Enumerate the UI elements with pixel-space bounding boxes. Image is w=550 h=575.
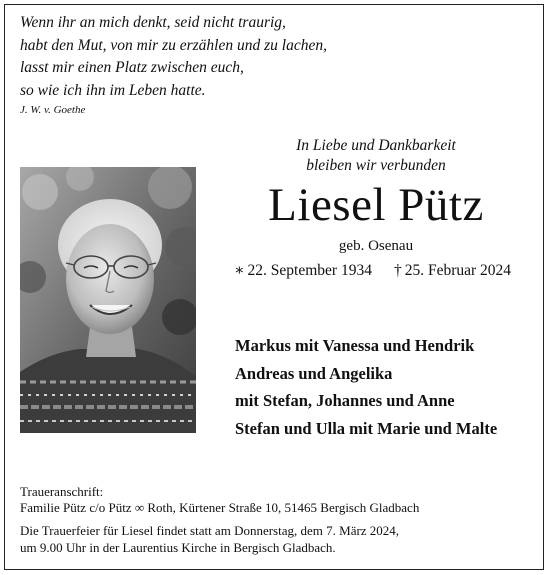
quote-line: Wenn ihr an mich denkt, seid nicht traurig, [20,14,286,31]
family-line: mit Stefan, Johannes und Anne [235,391,455,410]
life-dates [234,261,511,280]
dedication-line-1: In Liebe und Dankbarkeit [296,137,456,154]
quote-line: lasst mir einen Platz zwischen euch, [20,59,244,76]
birth-star-icon: ∗ [234,262,245,279]
service-line-2: um 9.00 Uhr in der Laurentius Kirche in Bergisch Gladbach. [20,540,336,555]
dedication-line-2: bleiben wir verbunden [306,157,446,174]
quote-line: habt den Mut, von mir zu erzählen und zu lachen, [20,36,327,54]
goethe-quote [20,12,327,102]
dedication [256,136,496,176]
death-date: 25. Februar 2024 [404,262,512,279]
family-line: Stefan und Ulla mit Marie und Malte [235,418,498,438]
portrait-photo [20,167,196,433]
quote-author: J. W. v. Goethe [20,104,86,116]
death-cross-icon: † [393,262,402,279]
quote-line: so wie ich ihn im Leben hatte. [20,81,206,99]
funeral-service-info [20,522,399,556]
birth-name: geb. Osenau [338,238,414,254]
mourning-address: Familie Pütz c/o Pütz ∞ Roth, Kürtener Straße 10, 51465 Bergisch Gladbach [20,500,420,515]
service-line-1: Die Trauerfeier für Liesel findet statt am Donnerstag, dem 7. März 2024, [20,523,400,538]
birth-date: 22. September 1934 [247,262,372,279]
family-mourners [235,332,497,442]
deceased-name: Liesel Pütz [268,179,484,231]
family-line: Markus mit Vanessa und Hendrik [235,336,475,355]
address-label: Traueranschrift: [20,484,104,499]
family-line: Andreas und Angelika [235,363,393,383]
